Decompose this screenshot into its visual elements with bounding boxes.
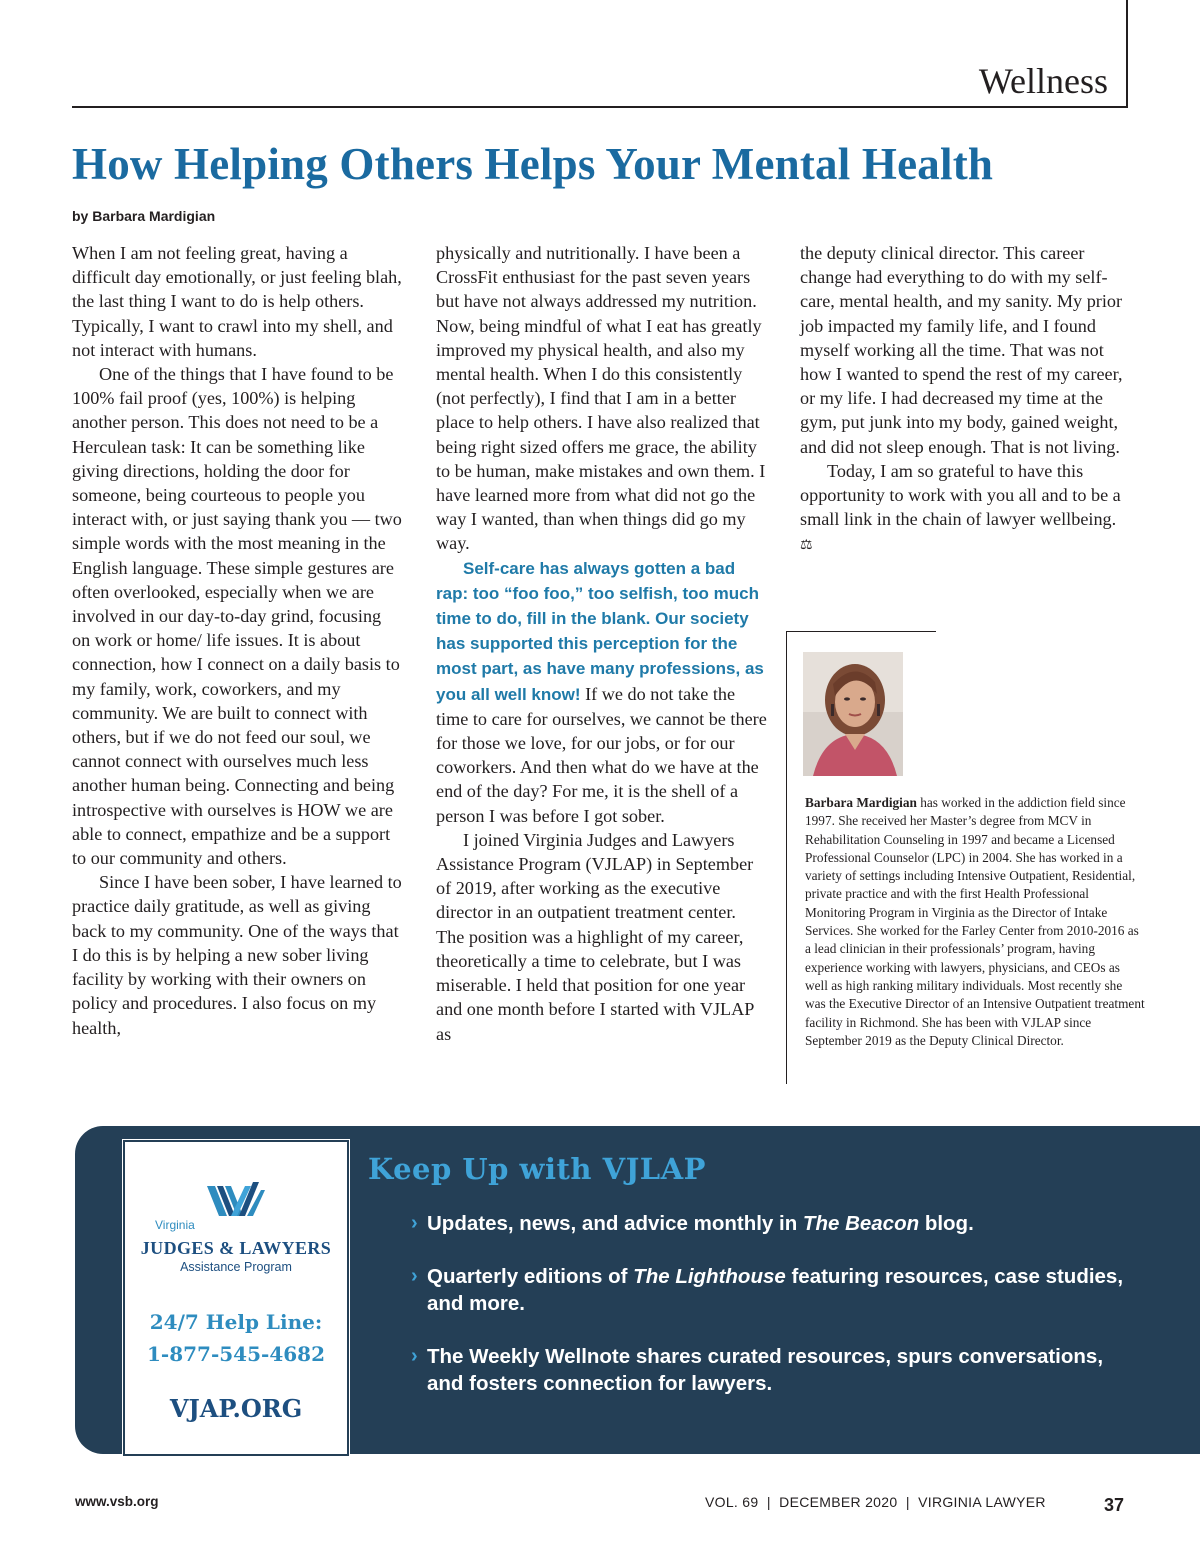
author-portrait-image xyxy=(803,652,903,776)
bullet-text: The Weekly Wellnote shares curated resources, spurs conversations, and fosters connection for lawyers. xyxy=(427,1345,1104,1395)
bio-frame-top xyxy=(786,631,936,632)
byline: by Barbara Mardigian xyxy=(72,208,216,224)
author-photo xyxy=(803,652,903,776)
paragraph: the deputy clinical director. This career change had everything to do with my self-care, mental health, and my sanity. My prior job impacted my family life, and I found myself working all the time. That was not how I wanted to spend the rest of my career, or my life. I had decreased my time at the gym, put junk into my body, gained weight, and did not sleep enough. That is not living. xyxy=(800,243,1123,457)
paragraph-text: Today, I am so grateful to have this opportunity to work with you all and to be a small link in the chain of lawyer wellbeing. xyxy=(800,460,1121,530)
article-column-2 xyxy=(436,241,768,1046)
paragraph: When I am not feeling great, having a difficult day emotionally, or just feeling blah, the last thing I want to do is help others. Typically, I want to crawl into my shell, and not interact with humans. xyxy=(72,243,402,360)
bio-name: Barbara Mardigian xyxy=(805,795,917,810)
paragraph: physically and nutritionally. I have been a CrossFit enthusiast for the past seven years but have not always addressed my nutrition. Now, being mindful of what I eat has greatly improved my physical health, and also my mental health. When I do this consistently (not perfectly), I find that I am in a better place to help others. I have also realized that being right sized offers me grace, the ability to be human, make mistakes and own them. I have learned more from what did not go the way I wanted, than when things did go my way. xyxy=(436,243,766,554)
vjlap-logo-icon xyxy=(205,1180,265,1220)
paragraph-with-pull-quote xyxy=(436,556,768,828)
banner-bullet xyxy=(411,1343,1131,1397)
paragraph: Since I have been sober, I have learned to practice daily gratitude, as well as giving back to my community. One of the ways that I do this is by helping a new sober living facility by working with their owners on policy and procedures. I also focus on my health, xyxy=(72,872,402,1038)
section-label: Wellness xyxy=(978,61,1108,101)
ad-website-link[interactable]: VJAP.ORG xyxy=(169,1394,303,1423)
ad-org-name: JUDGES & LAWYERS xyxy=(140,1238,332,1258)
paragraph-text: If we do not take the time to care for ourselves, we cannot be there for those we love, for our jobs, or for our coworkers. And then what do we have at the end of the day? For me, it is the shell of a person I was before I got sober. xyxy=(436,683,767,826)
vjlap-banner xyxy=(75,1126,1200,1454)
bullet-emphasis: The Lighthouse xyxy=(633,1265,786,1288)
paragraph xyxy=(800,459,1130,559)
vjlap-ad-box xyxy=(123,1140,349,1456)
bullet-text: Quarterly editions of xyxy=(427,1265,634,1288)
bullet-emphasis: The Beacon xyxy=(802,1212,920,1235)
banner-bullet xyxy=(411,1263,1131,1317)
ad-helpline-label: 24/7 Help Line: xyxy=(149,1310,323,1334)
footer-site-link[interactable]: www.vsb.org xyxy=(75,1494,159,1509)
article-column-1 xyxy=(72,241,402,1040)
ad-org-subtitle: Assistance Program xyxy=(180,1260,292,1274)
footer-page-number: 37 xyxy=(1104,1495,1125,1515)
article-title: How Helping Others Helps Your Mental Health xyxy=(72,139,994,189)
section-rule-vertical xyxy=(1126,0,1128,108)
bullet-text: blog. xyxy=(919,1212,974,1235)
bio-text: has worked in the addiction field since 1997. She received her Master’s degree from MCV in Rehabilitation Counseling in 1997 and became a Licensed Professional Counselor (LPC) in 2004. She has worked in a variety of settings including Intensive Outpatient, Residential, private practice and with the first Health Professional Monitoring Program in Virginia as the Director of Intake Services. She worked for the Farley Center from 2010-2016 as a lead clinician in their professionals’ program, having experience working with lawyers, physicians, and CEOs as well as high ranking military individuals. Most recently she was the Executive Director of an Intensive Outpatient treatment facility in Richmond. She has been with VJLAP since September 2019 as the Deputy Clinical Director. xyxy=(805,795,1145,1048)
paragraph: I joined Virginia Judges and Lawyers Assistance Program (VJLAP) in September of 2019, after working as the executive director in an outpatient treatment center. The position was a highlight of my career, theoretically a time to celebrate, but I was miserable. I held that position for one year and one month before I started with VJLAP as xyxy=(436,829,754,1044)
article-column-3 xyxy=(800,241,1130,559)
footer-issue-info: VOL. 69 | DECEMBER 2020 | VIRGINIA LAWYER xyxy=(705,1494,1046,1510)
paragraph: One of the things that I have found to be 100% fail proof (yes, 100%) is helping another person. This does not need to be a Herculean task: It can be something like giving directions, holding the door for someone, being courteous to people you interact with, or just saying thank you — two simple words with the most meaning in the English language. These simple gestures are often overlooked, especially when we are involved in our day-to-day grind, focusing on work or home/ life issues. It is about connection, how I connect on a daily basis to my family, work, coworkers, and my community. We are built to connect with others, but if we do not feed our soul, we cannot connect with ourselves much less another human being. Connecting and being introspective with ourselves is HOW we are able to connect, empathize and be a support to our community and others. xyxy=(72,364,402,869)
bio-frame-left xyxy=(786,631,787,1084)
banner-bullet-list xyxy=(411,1210,1131,1423)
ad-phone-number[interactable]: 1-877-545-4682 xyxy=(147,1342,325,1366)
chevron-right-icon: › xyxy=(411,1212,418,1234)
chevron-right-icon: › xyxy=(411,1265,418,1287)
bullet-text: featuring resources, case studies, and more. xyxy=(427,1265,1124,1315)
author-bio xyxy=(805,794,1145,1050)
scales-end-mark-icon: ⚖ xyxy=(800,538,813,554)
chevron-right-icon: › xyxy=(411,1345,418,1367)
bullet-text: Updates, news, and advice monthly in xyxy=(427,1212,803,1235)
ad-virginia-label: Virginia xyxy=(155,1218,195,1232)
pull-quote: Self-care has always gotten a bad rap: too “foo foo,” too selfish, too much time to do, fill in the blank. Our society has supported this perception for the most part, as have many professions, as you all well know! xyxy=(436,558,764,704)
banner-title: Keep Up with VJLAP xyxy=(368,1152,706,1186)
banner-bullet xyxy=(411,1210,1131,1237)
section-rule-horizontal xyxy=(72,106,1128,108)
